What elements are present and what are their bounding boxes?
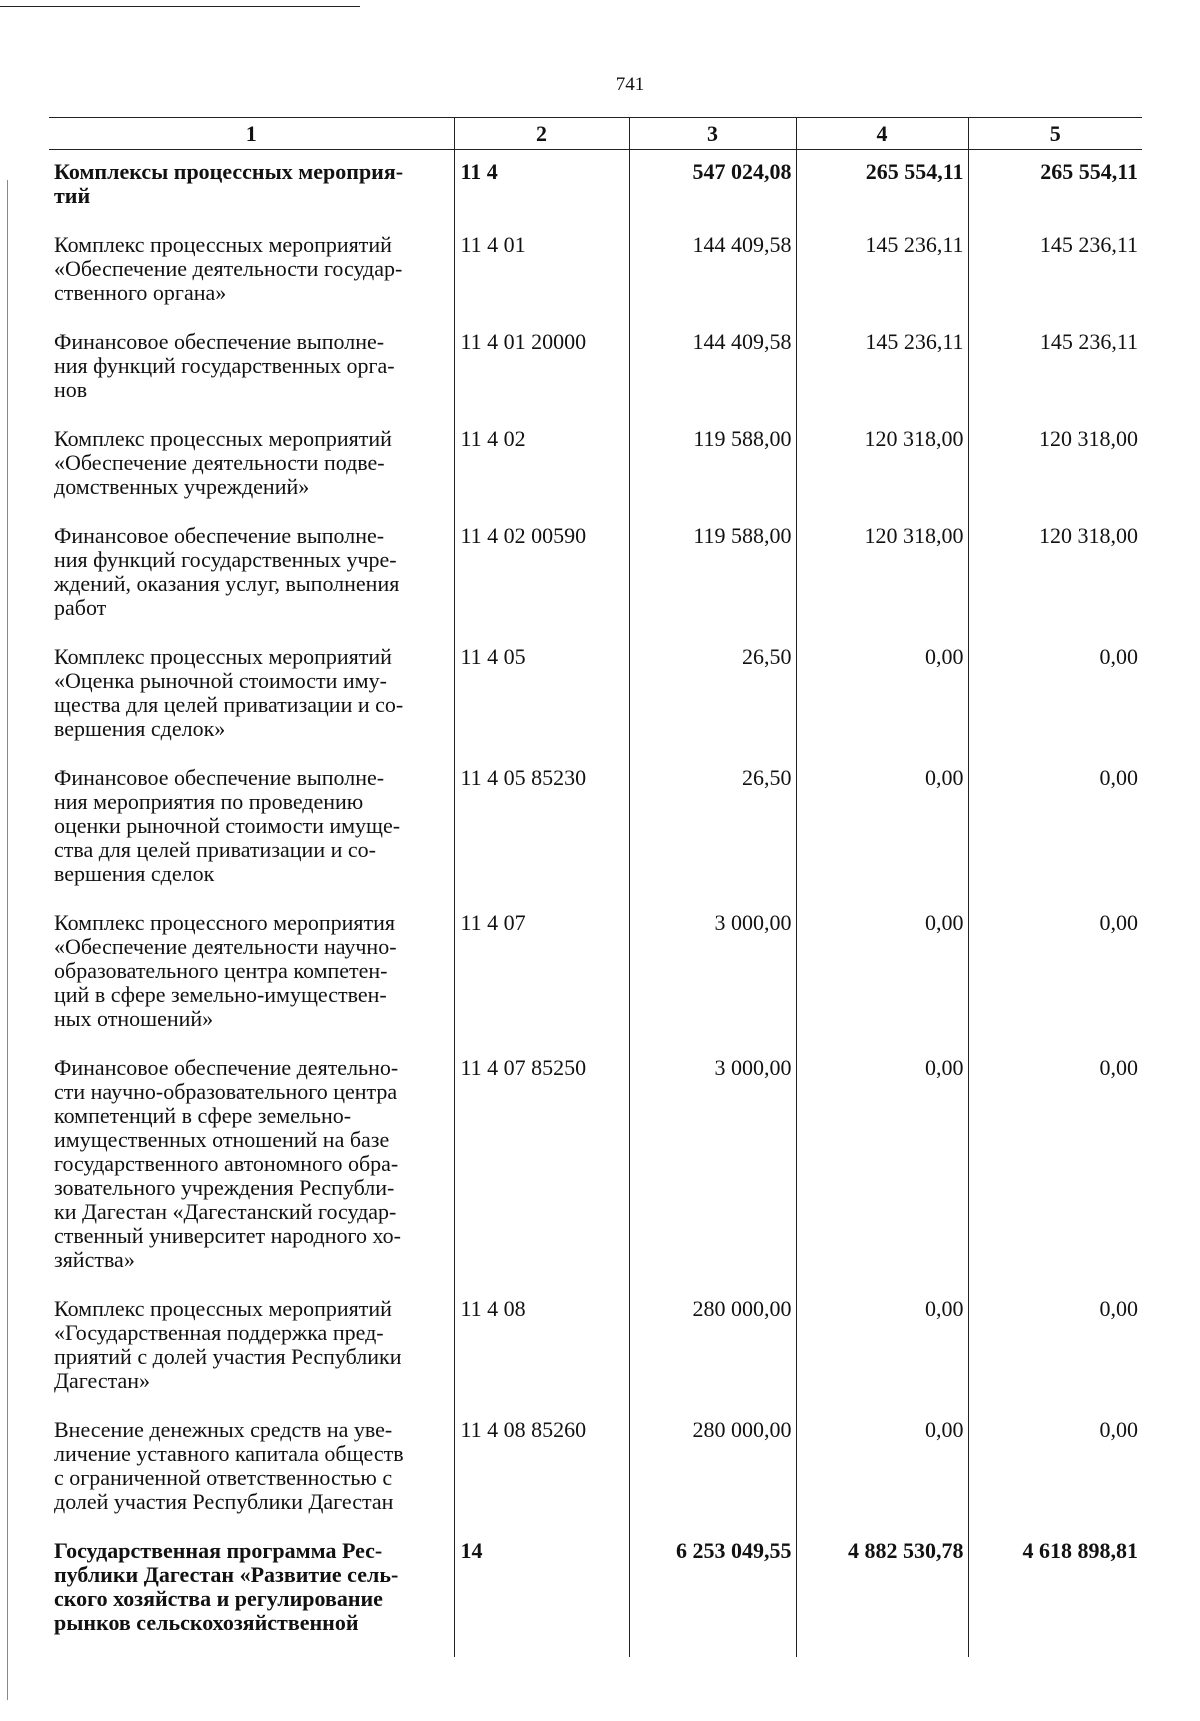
row-name-cell: Комплекс процессных мероприятий «Обеспечение деятельности подве- домственных учреждений» bbox=[54, 426, 392, 499]
row-value-col4: 0,00 bbox=[796, 756, 968, 901]
row-code-cell: 11 4 01 20000 bbox=[454, 320, 629, 417]
row-value-col5: 0,00 bbox=[968, 1046, 1142, 1287]
row-name-cell: Комплекс процессных мероприятий «Обеспечение деятельности государ- ственного органа» bbox=[54, 232, 403, 305]
column-header-4: 4 bbox=[796, 118, 968, 150]
row-code-cell: 11 4 01 bbox=[454, 223, 629, 320]
row-code-cell: 11 4 05 bbox=[454, 635, 629, 756]
table-row bbox=[49, 1529, 1142, 1657]
row-code-cell: 11 4 02 00590 bbox=[454, 514, 629, 635]
row-value-col4: 0,00 bbox=[796, 1408, 968, 1529]
table-row bbox=[49, 417, 1142, 514]
row-value-col4: 120 318,00 bbox=[796, 514, 968, 635]
row-value-col5: 4 618 898,81 bbox=[968, 1529, 1142, 1657]
row-name-cell: Комплекс процессных мероприятий «Оценка рыночной стоимости иму- щества для целей приватизации и со- вершения сделок» bbox=[54, 644, 404, 741]
row-value-col5: 0,00 bbox=[968, 635, 1142, 756]
left-margin-rule bbox=[7, 180, 8, 1700]
row-value-col3: 547 024,08 bbox=[629, 150, 796, 224]
row-value-col3: 119 588,00 bbox=[629, 417, 796, 514]
table-row bbox=[49, 635, 1142, 756]
table-row bbox=[49, 223, 1142, 320]
row-value-col5: 145 236,11 bbox=[968, 223, 1142, 320]
table-row bbox=[49, 901, 1142, 1046]
row-value-col4: 0,00 bbox=[796, 1287, 968, 1408]
row-code-cell: 11 4 bbox=[454, 150, 629, 224]
row-value-col5: 0,00 bbox=[968, 756, 1142, 901]
row-code-cell: 14 bbox=[454, 1529, 629, 1657]
row-name-cell: Внесение денежных средств на уве- личение уставного капитала обществ с ограниченной ответственностью с долей участия Республики Дагестан bbox=[54, 1417, 404, 1514]
row-value-col3: 26,50 bbox=[629, 635, 796, 756]
row-value-col5: 145 236,11 bbox=[968, 320, 1142, 417]
page-number: 741 bbox=[615, 74, 645, 95]
row-value-col4: 145 236,11 bbox=[796, 320, 968, 417]
column-header-1: 1 bbox=[49, 118, 454, 150]
table-row bbox=[49, 756, 1142, 901]
row-name-cell: Комплексы процессных мероприя- тий bbox=[54, 159, 404, 208]
row-value-col4: 120 318,00 bbox=[796, 417, 968, 514]
row-code-cell: 11 4 07 85250 bbox=[454, 1046, 629, 1287]
row-name-cell: Комплекс процессного мероприятия «Обеспечение деятельности научно- образовательного центра компетен- ций в сфере земельно-имуществен- ных отношений» bbox=[54, 910, 397, 1031]
column-header-2: 2 bbox=[454, 118, 629, 150]
row-value-col3: 3 000,00 bbox=[629, 901, 796, 1046]
row-name-cell: Финансовое обеспечение выполне- ния функций государственных орга- нов bbox=[54, 329, 395, 402]
column-header-3: 3 bbox=[629, 118, 796, 150]
column-header-5: 5 bbox=[968, 118, 1142, 150]
row-value-col4: 0,00 bbox=[796, 635, 968, 756]
row-code-cell: 11 4 07 bbox=[454, 901, 629, 1046]
table-row bbox=[49, 1046, 1142, 1287]
table-row bbox=[49, 1287, 1142, 1408]
table-row bbox=[49, 1408, 1142, 1529]
row-value-col4: 0,00 bbox=[796, 1046, 968, 1287]
table-header bbox=[49, 118, 1142, 150]
budget-table bbox=[49, 117, 1142, 1657]
row-name-cell: Финансовое обеспечение деятельно- сти научно-образовательного центра компетенций в сфере земельно- имущественных отношений на базе государственного автономного обра- зовательного учреждения Республи- ки Дагестан «Дагестанский государ- ственный университет народного хо- зяйства» bbox=[54, 1055, 401, 1272]
row-value-col5: 120 318,00 bbox=[968, 417, 1142, 514]
table-row bbox=[49, 320, 1142, 417]
row-value-col3: 119 588,00 bbox=[629, 514, 796, 635]
row-code-cell: 11 4 02 bbox=[454, 417, 629, 514]
top-rule bbox=[0, 6, 360, 7]
row-name-cell: Государственная программа Рес- публики Дагестан «Развитие сель- ского хозяйства и регулирование рынков сельскохозяйственной bbox=[54, 1538, 399, 1635]
row-value-col3: 144 409,58 bbox=[629, 320, 796, 417]
row-value-col5: 0,00 bbox=[968, 1408, 1142, 1529]
row-name-cell: Финансовое обеспечение выполне- ния мероприятия по проведению оценки рыночной стоимости имуще- ства для целей приватизации и со- вершения сделок bbox=[54, 765, 401, 886]
row-value-col5: 0,00 bbox=[968, 901, 1142, 1046]
row-value-col3: 6 253 049,55 bbox=[629, 1529, 796, 1657]
row-value-col3: 3 000,00 bbox=[629, 1046, 796, 1287]
table-row bbox=[49, 514, 1142, 635]
row-code-cell: 11 4 08 bbox=[454, 1287, 629, 1408]
row-value-col3: 26,50 bbox=[629, 756, 796, 901]
table-body bbox=[49, 150, 1142, 1658]
table-row bbox=[49, 150, 1142, 224]
row-code-cell: 11 4 05 85230 bbox=[454, 756, 629, 901]
row-value-col4: 4 882 530,78 bbox=[796, 1529, 968, 1657]
budget-table-container bbox=[49, 117, 1142, 1657]
header-row bbox=[49, 118, 1142, 150]
row-value-col4: 265 554,11 bbox=[796, 150, 968, 224]
row-name-cell: Комплекс процессных мероприятий «Государственная поддержка пред- приятий с долей участия Республики Дагестан» bbox=[54, 1296, 402, 1393]
row-code-cell: 11 4 08 85260 bbox=[454, 1408, 629, 1529]
row-name-cell: Финансовое обеспечение выполне- ния функций государственных учре- ждений, оказания услуг, выполнения работ bbox=[54, 523, 400, 620]
row-value-col3: 144 409,58 bbox=[629, 223, 796, 320]
row-value-col4: 145 236,11 bbox=[796, 223, 968, 320]
row-value-col5: 0,00 bbox=[968, 1287, 1142, 1408]
row-value-col5: 265 554,11 bbox=[968, 150, 1142, 224]
row-value-col5: 120 318,00 bbox=[968, 514, 1142, 635]
row-value-col3: 280 000,00 bbox=[629, 1408, 796, 1529]
row-value-col4: 0,00 bbox=[796, 901, 968, 1046]
row-value-col3: 280 000,00 bbox=[629, 1287, 796, 1408]
